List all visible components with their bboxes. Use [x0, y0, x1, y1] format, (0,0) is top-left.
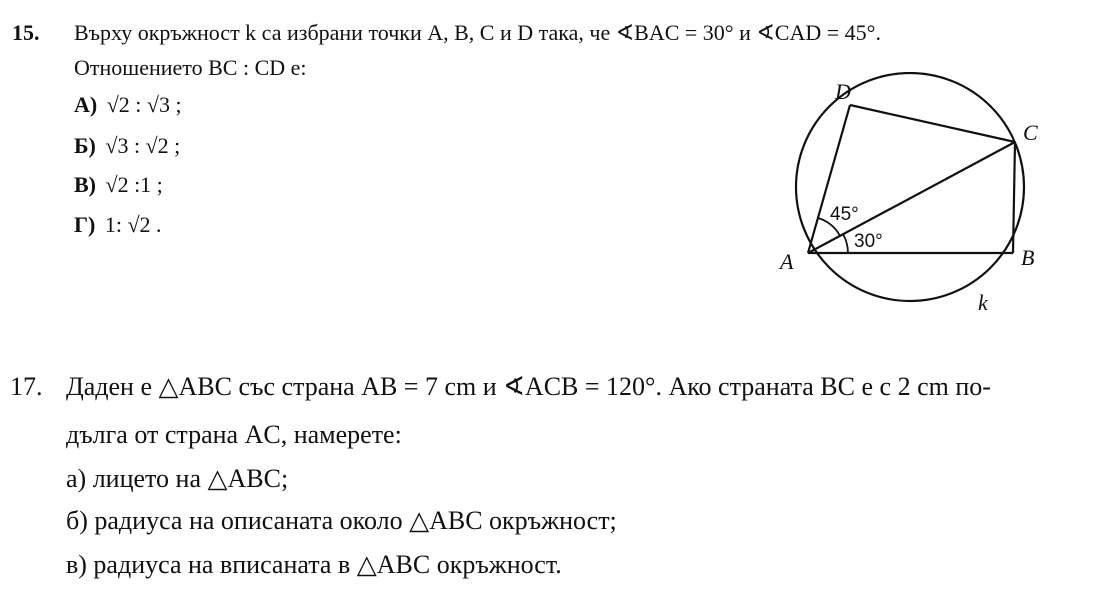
chord-ac [808, 142, 1015, 253]
problem-15-option-d [74, 212, 162, 238]
problem-15-number: 15. [12, 20, 40, 45]
chord-ad [808, 105, 850, 253]
label-point-c: C [1023, 120, 1038, 145]
problem-17-number: 17. [10, 372, 43, 401]
option-text: √2 : √3 ; [106, 92, 182, 117]
label-point-b: B [1021, 245, 1035, 270]
problem-15-option-a [74, 92, 182, 118]
problem-15-statement-line2: Отношението BC : CD е: [74, 55, 307, 80]
circle-k [796, 73, 1024, 301]
label-angle-bac: 30° [854, 231, 883, 252]
problem-17-item-c: в) радиуса на вписаната в △ABC окръжност. [66, 550, 562, 579]
problem-17-item-a: а) лицето на △ABC; [66, 464, 289, 493]
option-label: В) [74, 172, 96, 197]
chord-dc [850, 105, 1015, 142]
option-text: 1: √2 . [104, 212, 162, 237]
option-text: √3 : √2 ; [105, 133, 181, 158]
label-point-d: D [835, 79, 851, 104]
problem-15-option-c [74, 172, 163, 198]
angle-arc-bac [843, 234, 848, 253]
problem-17-statement-line1: Даден е △ABC със страна AB = 7 cm и ∢ACB = 120°. Ако страната BC е с 2 cm по- [66, 372, 991, 401]
problem-17-statement-line2: дълга от страна AC, намерете: [66, 420, 402, 449]
option-label: Б) [74, 133, 96, 158]
circle-figure [770, 72, 1070, 322]
problem-15-statement-line1: Върху окръжност k са избрани точки A, B, C и D така, че ∢BAC = 30° и ∢CAD = 45°. [74, 20, 881, 45]
label-circle-k: k [978, 290, 988, 315]
problem-15-option-b [74, 133, 180, 159]
label-point-a: A [780, 249, 794, 274]
chord-cb [1013, 142, 1015, 253]
option-text: √2 :1 ; [105, 172, 163, 197]
label-angle-cad: 45° [830, 204, 859, 225]
problem-17-item-b: б) радиуса на описаната около △ABC окръжност; [66, 506, 617, 535]
option-label: Г) [74, 212, 96, 237]
option-label: А) [74, 92, 98, 117]
